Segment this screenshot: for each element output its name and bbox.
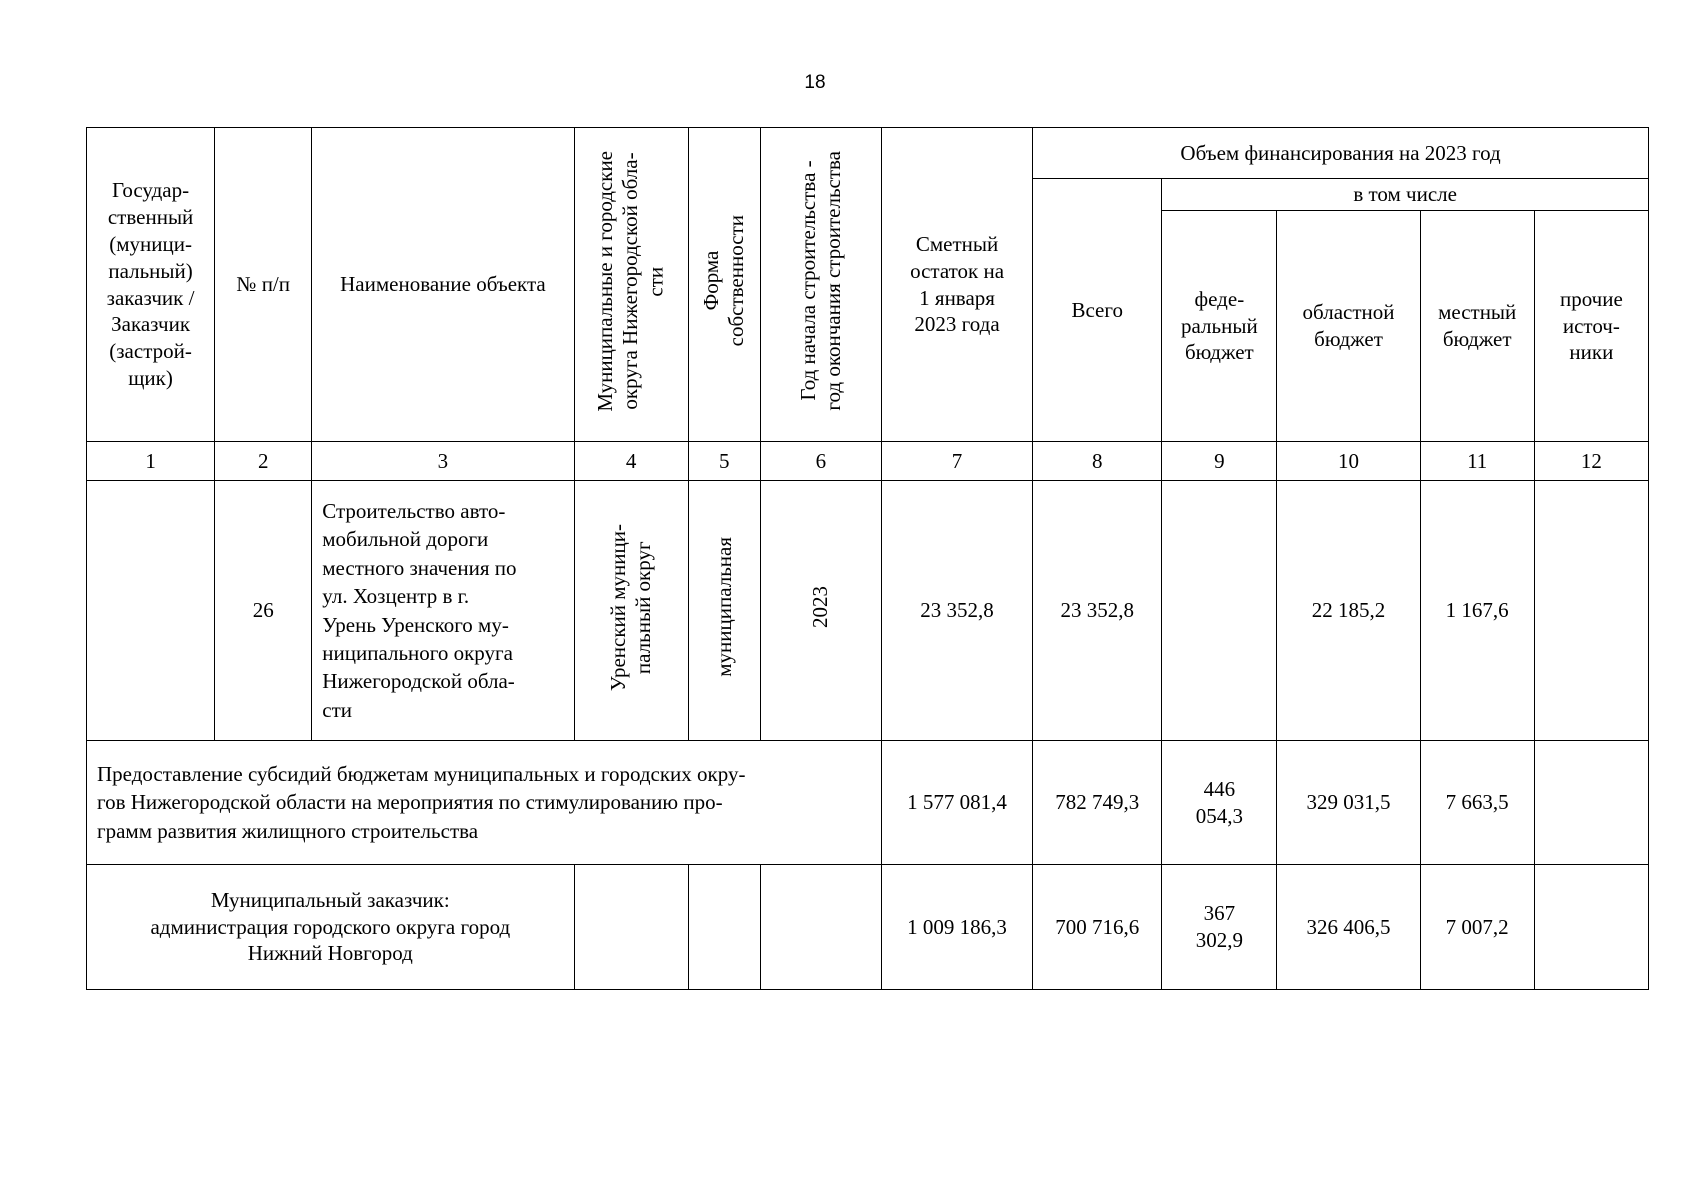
empty-cell — [688, 865, 760, 990]
column-number: 9 — [1162, 442, 1277, 481]
column-number: 10 — [1277, 442, 1420, 481]
customer-estimate-balance: 1 009 186,3 — [881, 865, 1032, 990]
object-name: Строительство авто- мобильной дороги местного значения по ул. Хозцентр в г. Урень Уренского му- ниципального округа Нижегородской обла- сти — [312, 481, 574, 741]
header-districts: Муниципальные и городские округа Нижегородской обла- сти — [574, 128, 688, 442]
subsidy-estimate-balance: 1 577 081,4 — [881, 741, 1032, 865]
financing-table — [86, 127, 1649, 990]
column-number: 12 — [1534, 442, 1648, 481]
column-number: 4 — [574, 442, 688, 481]
header-local: местный бюджет — [1420, 211, 1534, 442]
object-other — [1534, 481, 1648, 741]
column-number: 2 — [215, 442, 312, 481]
object-ownership: муниципальная — [688, 481, 760, 741]
subsidy-federal: 446 054,3 — [1162, 741, 1277, 865]
subsidy-total: 782 749,3 — [1033, 741, 1162, 865]
customer-regional: 326 406,5 — [1277, 865, 1420, 990]
subsidy-other — [1534, 741, 1648, 865]
header-object-name: Наименование объекта — [312, 128, 574, 442]
column-number: 7 — [881, 442, 1032, 481]
header-row — [87, 128, 1649, 179]
column-number: 1 — [87, 442, 215, 481]
column-numbers-row — [87, 442, 1649, 481]
header-ownership: Форма собственности — [688, 128, 760, 442]
subsidy-row — [87, 741, 1649, 865]
municipal-customer-row — [87, 865, 1649, 990]
page-number: 18 — [804, 72, 826, 93]
object-row — [87, 481, 1649, 741]
object-district: Уренский муници- пальный округ — [574, 481, 688, 741]
header-number: № п/п — [215, 128, 312, 442]
customer-other — [1534, 865, 1648, 990]
header-total: Всего — [1033, 179, 1162, 442]
object-number: 26 — [215, 481, 312, 741]
customer-local: 7 007,2 — [1420, 865, 1534, 990]
object-regional: 22 185,2 — [1277, 481, 1420, 741]
header-customer: Государ- ственный (муници- пальный) заказчик / Заказчик (застрой- щик) — [87, 128, 215, 442]
header-regional: областной бюджет — [1277, 211, 1420, 442]
empty-cell — [760, 865, 881, 990]
column-number: 3 — [312, 442, 574, 481]
column-number: 11 — [1420, 442, 1534, 481]
object-customer — [87, 481, 215, 741]
column-number: 8 — [1033, 442, 1162, 481]
municipal-customer-text: Муниципальный заказчик: администрация городского округа город Нижний Новгород — [87, 865, 575, 990]
object-total: 23 352,8 — [1033, 481, 1162, 741]
header-including: в том числе — [1162, 179, 1649, 211]
header-federal: феде- ральный бюджет — [1162, 211, 1277, 442]
column-number: 6 — [760, 442, 881, 481]
object-years: 2023 — [760, 481, 881, 741]
empty-cell — [574, 865, 688, 990]
customer-total: 700 716,6 — [1033, 865, 1162, 990]
header-financing-volume: Объем финансирования на 2023 год — [1033, 128, 1649, 179]
header-other: прочие источ- ники — [1534, 211, 1648, 442]
header-years: Год начала строительства - год окончания строительства — [760, 128, 881, 442]
column-number: 5 — [688, 442, 760, 481]
subsidy-regional: 329 031,5 — [1277, 741, 1420, 865]
object-local: 1 167,6 — [1420, 481, 1534, 741]
subsidy-text: Предоставление субсидий бюджетам муниципальных и городских окру- гов Нижегородской области на мероприятия по стимулированию про- грамм развития жилищного строительства — [87, 741, 882, 865]
subsidy-local: 7 663,5 — [1420, 741, 1534, 865]
header-estimate-balance: Сметный остаток на 1 января 2023 года — [881, 128, 1032, 442]
object-federal — [1162, 481, 1277, 741]
object-estimate-balance: 23 352,8 — [881, 481, 1032, 741]
customer-federal: 367 302,9 — [1162, 865, 1277, 990]
